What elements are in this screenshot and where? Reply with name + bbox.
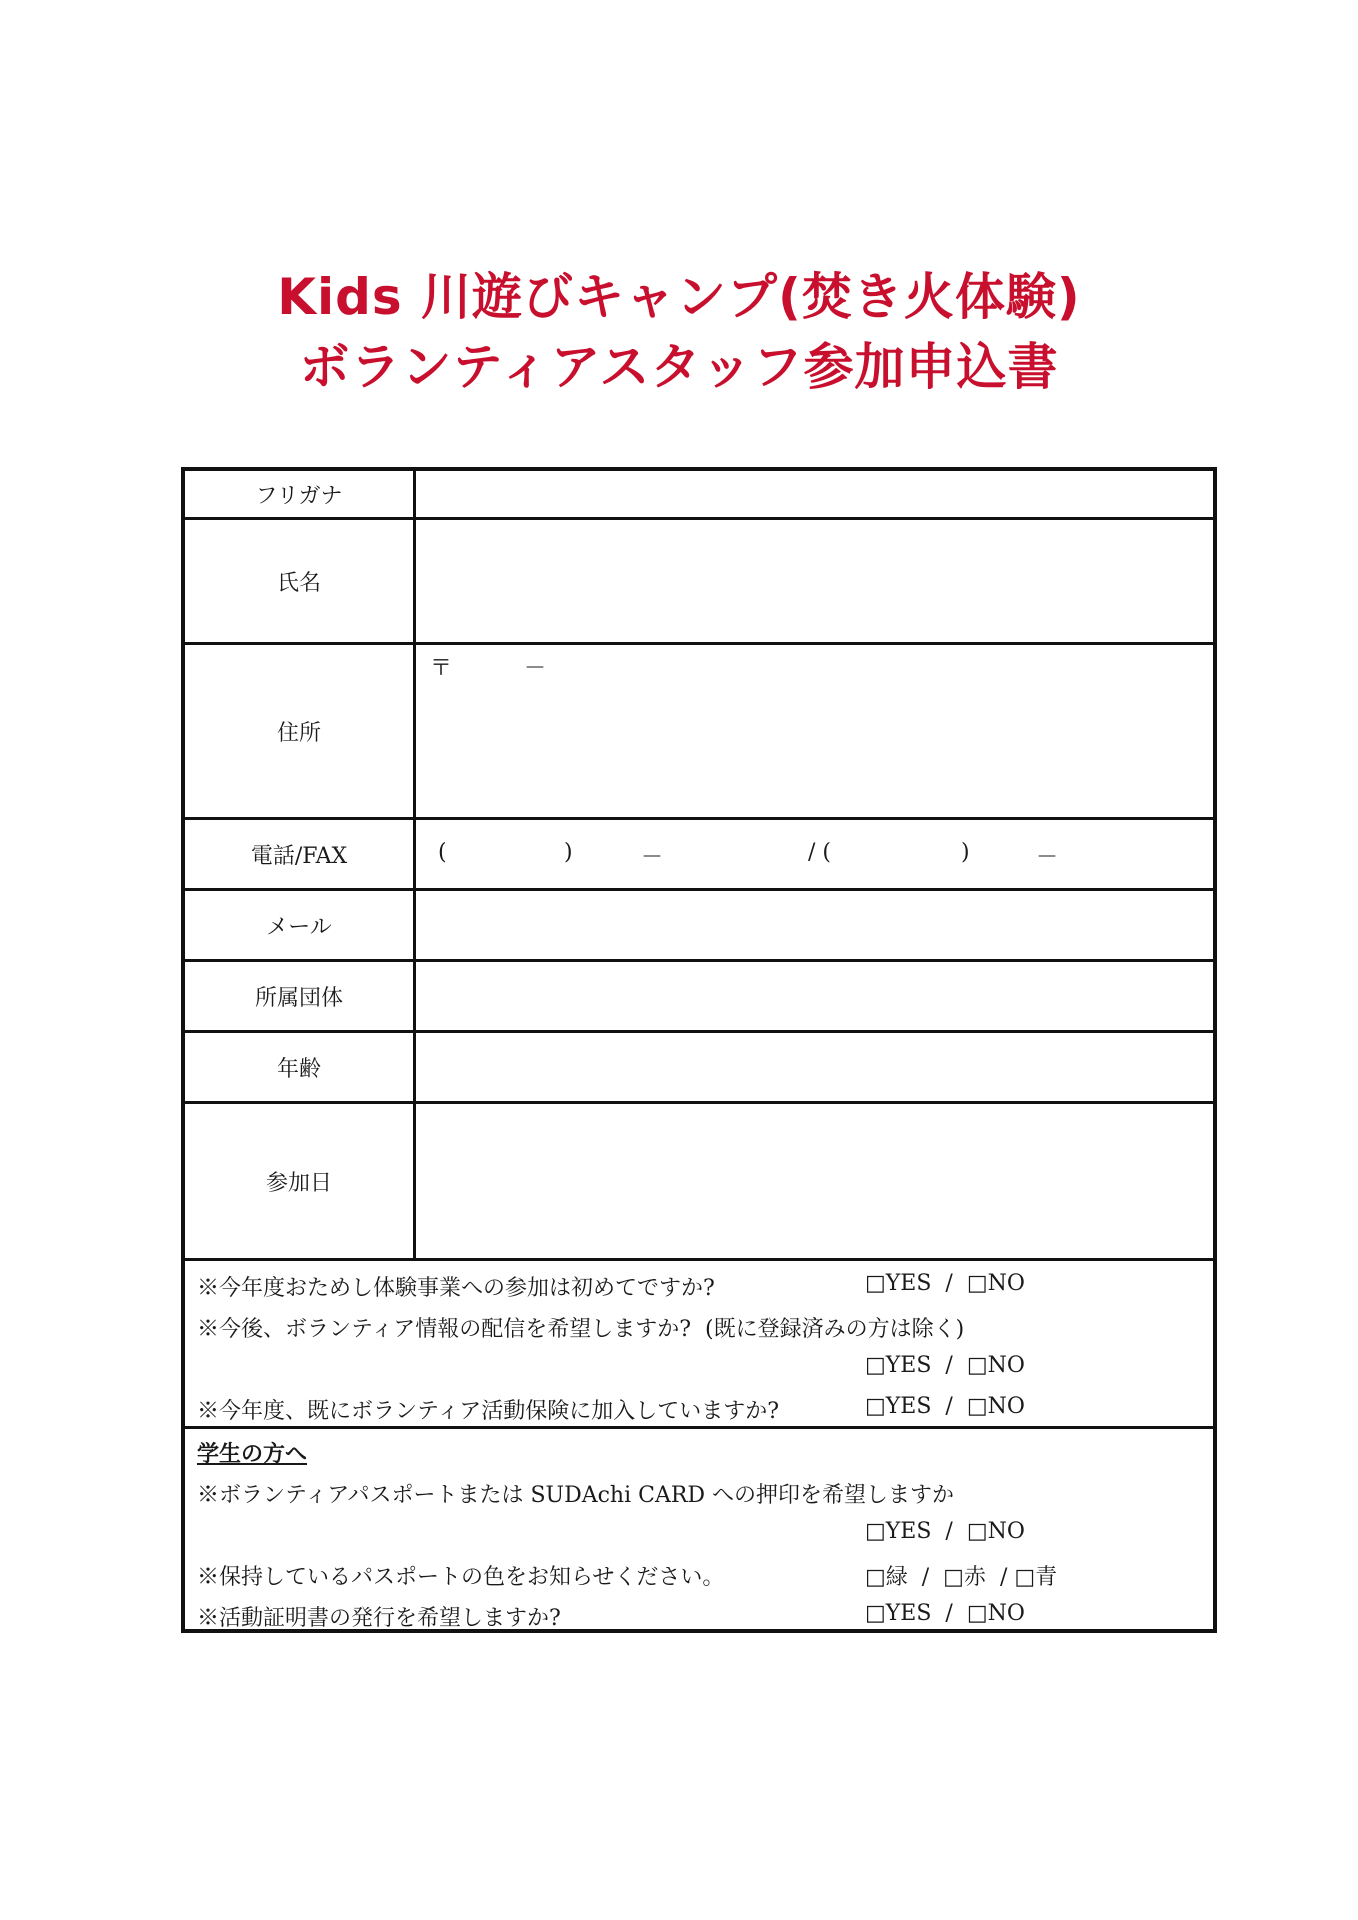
phone-input[interactable] [416,820,1213,888]
date-row [185,1104,1213,1261]
fax-separator: / ( [808,840,831,865]
phone-paren-close: ) [564,840,573,865]
form-title-line2: ボランティアスタッフ参加申込書 [299,338,1059,396]
name-input[interactable] [416,520,1213,642]
question-insurance: ※今年度、既にボランティア活動保険に加入していますか? [197,1399,780,1424]
question-volunteer-info: ※今後、ボランティア情報の配信を希望しますか? (既に登録済みの方は除く) [197,1317,965,1342]
form-title-line1: Kids 川遊びキャンプ(焚き火体験) [277,268,1081,326]
date-label: 参加日 [185,1104,416,1258]
question-passport-color-options[interactable]: □緑 / □赤 / □青 [865,1565,1058,1590]
questions-section [185,1261,1213,1429]
name-label: 氏名 [185,520,416,642]
fax-paren-close: ) [961,840,970,865]
furigana-input[interactable] [416,471,1213,517]
phone-label: 電話/FAX [185,820,416,888]
postal-dash: － [524,656,547,681]
phone-paren-open: ( [438,840,447,865]
application-form [181,467,1217,1633]
question-passport-stamp-options[interactable]: □YES / □NO [865,1519,1025,1544]
question-passport-stamp: ※ボランティアパスポートまたは SUDAchi CARD への押印を希望しますか [197,1483,955,1508]
phone-dash: － [641,845,664,870]
question-passport-color: ※保持しているパスポートの色をお知らせください。 [197,1565,725,1590]
students-section [185,1429,1213,1633]
question-certificate-options[interactable]: □YES / □NO [865,1601,1025,1626]
question-insurance-options[interactable]: □YES / □NO [865,1394,1025,1419]
age-input[interactable] [416,1033,1213,1101]
question-volunteer-info-options[interactable]: □YES / □NO [865,1353,1025,1378]
email-row [185,891,1213,962]
furigana-row [185,471,1213,520]
name-row [185,520,1213,645]
question-first-participation-options[interactable]: □YES / □NO [865,1271,1025,1296]
date-input[interactable] [416,1104,1213,1258]
address-row [185,645,1213,820]
question-first-participation: ※今年度おためし体験事業への参加は初めてですか? [197,1276,715,1301]
phone-row [185,820,1213,891]
fax-dash: － [1036,845,1059,870]
email-input[interactable] [416,891,1213,959]
age-row [185,1033,1213,1104]
organization-row [185,962,1213,1033]
postal-mark: 〒 [430,656,453,681]
question-certificate: ※活動証明書の発行を希望しますか? [197,1606,561,1631]
furigana-label: フリガナ [185,471,416,517]
address-input[interactable] [416,645,1213,817]
organization-input[interactable] [416,962,1213,1030]
email-label: メール [185,891,416,959]
age-label: 年齢 [185,1033,416,1101]
address-label: 住所 [185,645,416,817]
students-heading: 学生の方へ [197,1441,308,1467]
organization-label: 所属団体 [185,962,416,1030]
